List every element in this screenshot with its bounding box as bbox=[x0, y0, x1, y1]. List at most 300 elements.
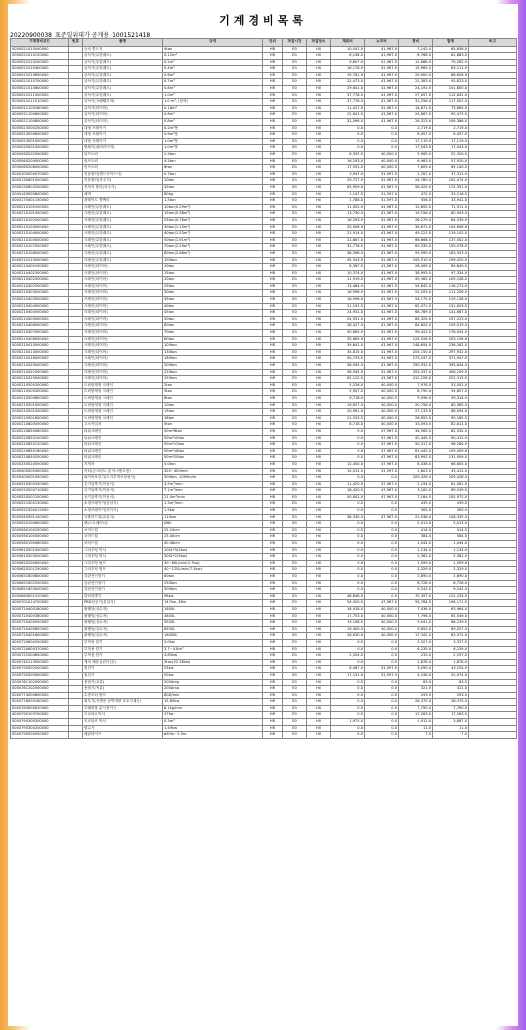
table-cell: 17,119.0 bbox=[399, 138, 433, 145]
table-cell: 131,629.0 bbox=[433, 303, 469, 310]
table-row bbox=[11, 666, 517, 673]
table-cell: H0 bbox=[307, 527, 331, 534]
table-cell bbox=[469, 494, 517, 501]
table-cell: 9,607.0 bbox=[331, 59, 365, 66]
table-row bbox=[11, 72, 517, 79]
table-cell: 0.0 bbox=[331, 547, 365, 554]
table-cell: HR bbox=[263, 448, 283, 455]
table-cell: H0 bbox=[307, 560, 331, 567]
table-cell bbox=[469, 343, 517, 350]
table-cell: 0000790300300000 bbox=[11, 719, 69, 726]
table-cell: 13,730.0 bbox=[331, 211, 365, 218]
table-cell: 0.0 bbox=[331, 574, 365, 581]
table-cell: 41,967.0 bbox=[365, 59, 399, 66]
table-cell: 0000610503000000 bbox=[11, 554, 69, 561]
table-cell: 80,385.0 bbox=[433, 402, 469, 409]
table-cell: 1,134.0 bbox=[399, 547, 433, 554]
table-cell: HR bbox=[263, 178, 283, 185]
table-cell: 41,967.0 bbox=[365, 211, 399, 218]
table-cell: 0.0 bbox=[331, 145, 365, 152]
table-cell bbox=[469, 303, 517, 310]
table-cell: 220ton bbox=[163, 369, 263, 376]
table-cell: 0.0 bbox=[331, 138, 365, 145]
table-cell: 42,445.0 bbox=[399, 435, 433, 442]
table-cell: 1,147.0 bbox=[331, 191, 365, 198]
table-cell: 203,158.0 bbox=[433, 336, 469, 343]
table-cell bbox=[469, 705, 517, 712]
table-cell: H0 bbox=[307, 198, 331, 205]
table-cell: 1,788.0 bbox=[331, 198, 365, 205]
table-cell: 147kw, 38m bbox=[163, 600, 263, 607]
table-cell: 40,000.0 bbox=[365, 382, 399, 389]
table-cell: HR bbox=[263, 646, 283, 653]
table-cell bbox=[69, 171, 83, 178]
page-title: 기계경비목록 bbox=[219, 14, 307, 27]
table-cell: H0 bbox=[307, 369, 331, 376]
table-cell: 그라우팅 펌프 bbox=[83, 567, 163, 574]
column-header: 번호 bbox=[69, 39, 83, 47]
table-cell: 0000740113000000 bbox=[11, 659, 69, 666]
table-cell: 0000021010400000 bbox=[11, 66, 69, 73]
table-cell: 0000023000200000 bbox=[11, 125, 69, 132]
table-cell: 1,044.0 bbox=[399, 541, 433, 548]
table-cell: H0 bbox=[307, 264, 331, 271]
table-cell: 29,641.0 bbox=[331, 86, 365, 93]
table-cell: E0 bbox=[283, 99, 307, 106]
table-row bbox=[11, 508, 517, 515]
table-cell: 0000560100460000 bbox=[11, 541, 69, 548]
table-cell: H0 bbox=[307, 72, 331, 79]
table-cell: 9,041.0 bbox=[399, 620, 433, 627]
table-cell: 0000560100250000 bbox=[11, 527, 69, 534]
table-cell: H0 bbox=[307, 626, 331, 633]
table-cell: 0.0 bbox=[365, 132, 399, 139]
table-cell: H0 bbox=[307, 395, 331, 402]
table-cell bbox=[69, 92, 83, 99]
table-cell: 40,000.0 bbox=[365, 165, 399, 172]
table-cell: 62,471.0 bbox=[399, 303, 433, 310]
table-cell bbox=[469, 547, 517, 554]
table-cell: H0 bbox=[307, 46, 331, 53]
table-cell bbox=[69, 119, 83, 126]
table-cell: 0000210408000000 bbox=[11, 336, 69, 343]
table-cell: 73,665.0 bbox=[433, 105, 469, 112]
table-cell: E0 bbox=[283, 488, 307, 495]
table-cell: 0.0 bbox=[331, 646, 365, 653]
table-cell: 0.7ton bbox=[163, 171, 263, 178]
table-cell: HR bbox=[263, 725, 283, 732]
table-cell: 캐치 제동실린더(음) bbox=[83, 659, 163, 666]
table-cell: 0000210501500000 bbox=[11, 409, 69, 416]
table-cell: HR bbox=[263, 554, 283, 561]
table-cell bbox=[469, 59, 517, 66]
table-cell: 0000520500710000 bbox=[11, 488, 69, 495]
table-cell: 승차 콜드지 bbox=[83, 46, 163, 53]
table-cell: E0 bbox=[283, 356, 307, 363]
table-row bbox=[11, 547, 517, 554]
table-cell: 50ton(1.91m³) bbox=[163, 237, 263, 244]
table-cell: HR bbox=[263, 211, 283, 218]
table-cell: H0 bbox=[307, 138, 331, 145]
table-cell bbox=[69, 428, 83, 435]
table-cell: 15ton bbox=[163, 270, 263, 277]
table-cell: 119,138.0 bbox=[433, 297, 469, 304]
table-row bbox=[11, 455, 517, 462]
table-cell: 2ton bbox=[163, 382, 263, 389]
table-cell: 54,842.0 bbox=[399, 283, 433, 290]
table-cell: 40,000.0 bbox=[365, 633, 399, 640]
column-header: 작업시간 bbox=[283, 39, 307, 47]
table-cell: 41,967.0 bbox=[365, 217, 399, 224]
table-cell: E0 bbox=[283, 132, 307, 139]
table-cell bbox=[469, 646, 517, 653]
table-cell: HR bbox=[263, 369, 283, 376]
table-cell: 3,327.0 bbox=[399, 639, 433, 646]
table-cell: E0 bbox=[283, 204, 307, 211]
table-cell bbox=[469, 514, 517, 521]
table-cell: 합쇄기(율버라이저) bbox=[83, 145, 163, 152]
table-cell: E0 bbox=[283, 541, 307, 548]
table-cell: 172,351.0 bbox=[433, 184, 469, 191]
table-row bbox=[11, 534, 517, 541]
table-cell: HR bbox=[263, 270, 283, 277]
table-cell: 41,967.0 bbox=[365, 264, 399, 271]
table-cell: 0.0 bbox=[365, 138, 399, 145]
table-cell: 0000210101500000 bbox=[11, 211, 69, 218]
table-cell: 35ton bbox=[163, 297, 263, 304]
table-cell bbox=[69, 554, 83, 561]
table-cell: 트럭탑재형 크레인 bbox=[83, 402, 163, 409]
column-header: 단위 bbox=[263, 39, 283, 47]
table-cell: 183,353.0 bbox=[433, 250, 469, 257]
table-cell: E0 bbox=[283, 415, 307, 422]
table-cell: 굴삭기(무한궤도) bbox=[83, 86, 163, 93]
table-cell: 39,641.0 bbox=[331, 343, 365, 350]
table-cell bbox=[469, 145, 517, 152]
table-cell: E0 bbox=[283, 593, 307, 600]
table-cell: 9,242.0 bbox=[433, 587, 469, 594]
table-cell: 9,718.0 bbox=[331, 395, 365, 402]
table-cell: 0.0 bbox=[331, 501, 365, 508]
table-cell: HR bbox=[263, 455, 283, 462]
table-cell: H0 bbox=[307, 415, 331, 422]
table-cell: 강관선인장기 bbox=[83, 574, 163, 581]
table-cell: 0000761202000000 bbox=[11, 686, 69, 693]
table-cell: 204,150.0 bbox=[399, 349, 433, 356]
table-cell: 47,967.0 bbox=[365, 600, 399, 607]
table-cell bbox=[469, 560, 517, 567]
table-row bbox=[11, 395, 517, 402]
table-cell: 0000620201250000 bbox=[11, 567, 69, 574]
table-cell: 0000720400550000 bbox=[11, 620, 69, 627]
table-cell: 18,178.0 bbox=[331, 66, 365, 73]
table-cell: HR bbox=[263, 105, 283, 112]
table-cell: 부착용 컴기 bbox=[83, 639, 163, 646]
table-row bbox=[11, 732, 517, 739]
table-cell bbox=[69, 297, 83, 304]
table-cell: 439.0 bbox=[433, 501, 469, 508]
table-cell: 17,119.0 bbox=[433, 138, 469, 145]
table-cell: 0000210105000000 bbox=[11, 237, 69, 244]
table-cell: H0 bbox=[307, 356, 331, 363]
table-row bbox=[11, 138, 517, 145]
table-cell: 0000651600800000 bbox=[11, 574, 69, 581]
table-cell: 0000150603200000 bbox=[11, 184, 69, 191]
table-cell: 플레이트 콤팩터 bbox=[83, 198, 163, 205]
table-cell: 305.0 bbox=[433, 508, 469, 515]
table-cell: 0000210402500000 bbox=[11, 283, 69, 290]
table-cell: H0 bbox=[307, 290, 331, 297]
table-cell bbox=[469, 330, 517, 337]
table-cell: 43,412.0 bbox=[433, 468, 469, 475]
table-cell: 0.4m³ bbox=[163, 66, 263, 73]
table-cell: 41,967.0 bbox=[365, 119, 399, 126]
table-cell: 2.0kw bbox=[163, 639, 263, 646]
table-cell: 크레인(타이어) bbox=[83, 303, 163, 310]
table-cell: E0 bbox=[283, 224, 307, 231]
table-cell: HR bbox=[263, 277, 283, 284]
table-cell: 8,387.0 bbox=[331, 264, 365, 271]
table-cell: 2,329.0 bbox=[399, 567, 433, 574]
table-cell: 0000210103000000 bbox=[11, 224, 69, 231]
table-cell bbox=[469, 283, 517, 290]
table-cell: H0 bbox=[307, 442, 331, 449]
table-cell: 41,967.0 bbox=[365, 92, 399, 99]
table-cell: 40,000.0 bbox=[365, 395, 399, 402]
table-cell: 0000701014700000 bbox=[11, 600, 69, 607]
table-cell: 34,965.0 bbox=[399, 428, 433, 435]
table-cell: H0 bbox=[307, 92, 331, 99]
table-cell: 6500L bbox=[163, 626, 263, 633]
table-cell: 472.0 bbox=[399, 191, 433, 198]
table-cell: 22,383.0 bbox=[399, 79, 433, 86]
table-cell: H0 bbox=[307, 152, 331, 159]
table-cell bbox=[469, 692, 517, 699]
table-cell bbox=[69, 514, 83, 521]
table-cell: 88,628.0 bbox=[433, 72, 469, 79]
table-cell: H0 bbox=[307, 672, 331, 679]
table-cell bbox=[69, 395, 83, 402]
table-cell: 0000220850160000 bbox=[11, 448, 69, 455]
table-cell: 0.0 bbox=[331, 428, 365, 435]
table-cell: 21,533.0 bbox=[331, 415, 365, 422]
table-cell: 0000021100180000 bbox=[11, 105, 69, 112]
table-cell: HR bbox=[263, 119, 283, 126]
table-cell: 41,967.0 bbox=[365, 257, 399, 264]
table-cell: HR bbox=[263, 521, 283, 528]
table-cell: 41,967.0 bbox=[365, 363, 399, 370]
table-cell: 63,964.0 bbox=[433, 606, 469, 613]
table-cell: 0000210100100000 bbox=[11, 204, 69, 211]
table-cell: HR bbox=[263, 158, 283, 165]
column-header: 재료비 bbox=[331, 39, 365, 47]
table-cell: HR bbox=[263, 494, 283, 501]
table-cell: HR bbox=[263, 705, 283, 712]
table-cell: 코어드릴 bbox=[83, 541, 163, 548]
table-cell: 236,262.0 bbox=[433, 343, 469, 350]
table-cell: 106,335.0 bbox=[433, 514, 469, 521]
table-cell: H0 bbox=[307, 606, 331, 613]
table-cell: 8,728.0 bbox=[399, 580, 433, 587]
table-cell: 10,547.0 bbox=[331, 46, 365, 53]
table-row bbox=[11, 514, 517, 521]
table-cell bbox=[69, 705, 83, 712]
table-cell bbox=[69, 184, 83, 191]
table-cell: 50m*20ton bbox=[163, 455, 263, 462]
table-cell: H0 bbox=[307, 184, 331, 191]
table-cell: H0 bbox=[307, 666, 331, 673]
table-cell: E0 bbox=[283, 580, 307, 587]
document-page bbox=[8, 4, 518, 1026]
table-cell: H0 bbox=[307, 297, 331, 304]
table-cell bbox=[69, 224, 83, 231]
table-cell: H0 bbox=[307, 435, 331, 442]
table-cell: H0 bbox=[307, 310, 331, 317]
table-cell: 0000720400650000 bbox=[11, 626, 69, 633]
table-cell bbox=[69, 336, 83, 343]
table-cell bbox=[469, 369, 517, 376]
table-cell: 200Amp bbox=[163, 679, 263, 686]
table-cell bbox=[469, 349, 517, 356]
table-cell: E0 bbox=[283, 428, 307, 435]
table-cell bbox=[69, 132, 83, 139]
table-cell: 41,967.0 bbox=[365, 99, 399, 106]
table-cell: 0000520500350000 bbox=[11, 481, 69, 488]
table-cell: 41,967.0 bbox=[365, 112, 399, 119]
table-cell bbox=[469, 277, 517, 284]
table-cell: 크레인(무한궤도) bbox=[83, 224, 163, 231]
table-cell: H0 bbox=[307, 732, 331, 739]
table-cell: 40~125L/min(7.5kw) bbox=[163, 567, 263, 574]
table-cell: 41,967.0 bbox=[365, 244, 399, 251]
table-cell: H0 bbox=[307, 53, 331, 60]
table-cell: 0000250020050000 bbox=[11, 461, 69, 468]
table-cell: HR bbox=[263, 541, 283, 548]
table-row bbox=[11, 389, 517, 396]
column-header: 품명 bbox=[83, 39, 163, 47]
table-row bbox=[11, 692, 517, 699]
table-cell: H0 bbox=[307, 587, 331, 594]
table-cell: 31,597.0 bbox=[365, 171, 399, 178]
table-cell: 83.0 bbox=[433, 679, 469, 686]
table-cell: 1,044.0 bbox=[433, 541, 469, 548]
table-cell: 0000720401600000 bbox=[11, 633, 69, 640]
table-cell: 31,597.0 bbox=[365, 672, 399, 679]
table-cell: 24,780.0 bbox=[399, 178, 433, 185]
table-cell: 0000021010120000 bbox=[11, 53, 69, 60]
table-cell: 29,727.0 bbox=[331, 178, 365, 185]
table-cell: 41,967.0 bbox=[365, 250, 399, 257]
table-cell: 10ton bbox=[163, 402, 263, 409]
table-cell: HR bbox=[263, 560, 283, 567]
table-row bbox=[11, 574, 517, 581]
table-cell: 20,900.0 bbox=[399, 72, 433, 79]
table-cell: 61,581.0 bbox=[433, 481, 469, 488]
table-cell: 크레인(타이어) bbox=[83, 369, 163, 376]
table-cell: 0000521500015000 bbox=[11, 508, 69, 515]
table-cell: 320~400mm bbox=[163, 468, 263, 475]
table-cell: 0000210407000000 bbox=[11, 330, 69, 337]
table-cell: 0000521000130000 bbox=[11, 501, 69, 508]
table-cell: 0000210402000000 bbox=[11, 277, 69, 284]
table-cell: 148,654.0 bbox=[399, 343, 433, 350]
table-cell: 트럭탑재형 크레인 bbox=[83, 395, 163, 402]
column-header: 비고 bbox=[469, 39, 517, 47]
table-cell: H0 bbox=[307, 725, 331, 732]
table-cell: 0.0 bbox=[331, 435, 365, 442]
table-cell: HR bbox=[263, 66, 283, 73]
table-cell: 0.0 bbox=[365, 686, 399, 693]
table-cell bbox=[69, 178, 83, 185]
table-cell: H0 bbox=[307, 99, 331, 106]
column-header: 노무비 bbox=[365, 39, 399, 47]
table-cell: H0 bbox=[307, 257, 331, 264]
table-cell: 31,256.0 bbox=[399, 99, 433, 106]
table-cell: HR bbox=[263, 402, 283, 409]
table-cell bbox=[69, 264, 83, 271]
table-cell bbox=[469, 593, 517, 600]
table-cell: 20ton bbox=[163, 277, 263, 284]
table-cell: 0000021100600000 bbox=[11, 112, 69, 119]
table-cell bbox=[69, 257, 83, 264]
table-cell: E0 bbox=[283, 178, 307, 185]
table-cell: H0 bbox=[307, 277, 331, 284]
table-cell: 0.0 bbox=[365, 587, 399, 594]
table-cell: 4.5ton bbox=[163, 158, 263, 165]
table-cell: E0 bbox=[283, 343, 307, 350]
table-cell: HR bbox=[263, 442, 283, 449]
table-cell: HR bbox=[263, 363, 283, 370]
table-cell: 6,438.0 bbox=[399, 461, 433, 468]
table-cell: 92,823.0 bbox=[433, 79, 469, 86]
table-cell: H0 bbox=[307, 283, 331, 290]
table-cell: HR bbox=[263, 574, 283, 581]
table-cell: 52,293.0 bbox=[399, 290, 433, 297]
table-cell: 137,502.0 bbox=[433, 237, 469, 244]
table-cell: 2,719.0 bbox=[399, 125, 433, 132]
table-cell: 크레인(타이어) bbox=[83, 277, 163, 284]
table-cell: 18,420.0 bbox=[331, 488, 365, 495]
table-cell: HR bbox=[263, 514, 283, 521]
table-cell: 13,464.0 bbox=[331, 283, 365, 290]
table-cell: 88,094.0 bbox=[433, 409, 469, 416]
table-row bbox=[11, 686, 517, 693]
table-cell: E0 bbox=[283, 330, 307, 337]
table-cell: 21,191.0 bbox=[331, 303, 365, 310]
table-cell: 45,543.0 bbox=[331, 257, 365, 264]
table-row bbox=[11, 356, 517, 363]
table-cell: 0.6m³ bbox=[163, 112, 263, 119]
table-cell: 65,959.0 bbox=[331, 184, 365, 191]
table-cell: 0000400000400000 bbox=[11, 468, 69, 475]
table-cell: 1,912.0 bbox=[399, 719, 433, 726]
table-cell bbox=[469, 587, 517, 594]
table-cell: HR bbox=[263, 672, 283, 679]
table-cell: HR bbox=[263, 527, 283, 534]
table-cell: H0 bbox=[307, 448, 331, 455]
table-cell: 16,996.0 bbox=[331, 290, 365, 297]
table-cell: 40ton bbox=[163, 303, 263, 310]
table-cell: 3ton(22.36kw) bbox=[163, 659, 263, 666]
table-cell bbox=[69, 455, 83, 462]
table-cell: 71,911.0 bbox=[433, 204, 469, 211]
table-row bbox=[11, 541, 517, 548]
table-cell: 209,426.0 bbox=[399, 475, 433, 482]
table-cell: E0 bbox=[283, 46, 307, 53]
table-cell: 47,967.0 bbox=[365, 488, 399, 495]
table-cell: 82,811.0 bbox=[433, 422, 469, 429]
table-cell: H0 bbox=[307, 554, 331, 561]
